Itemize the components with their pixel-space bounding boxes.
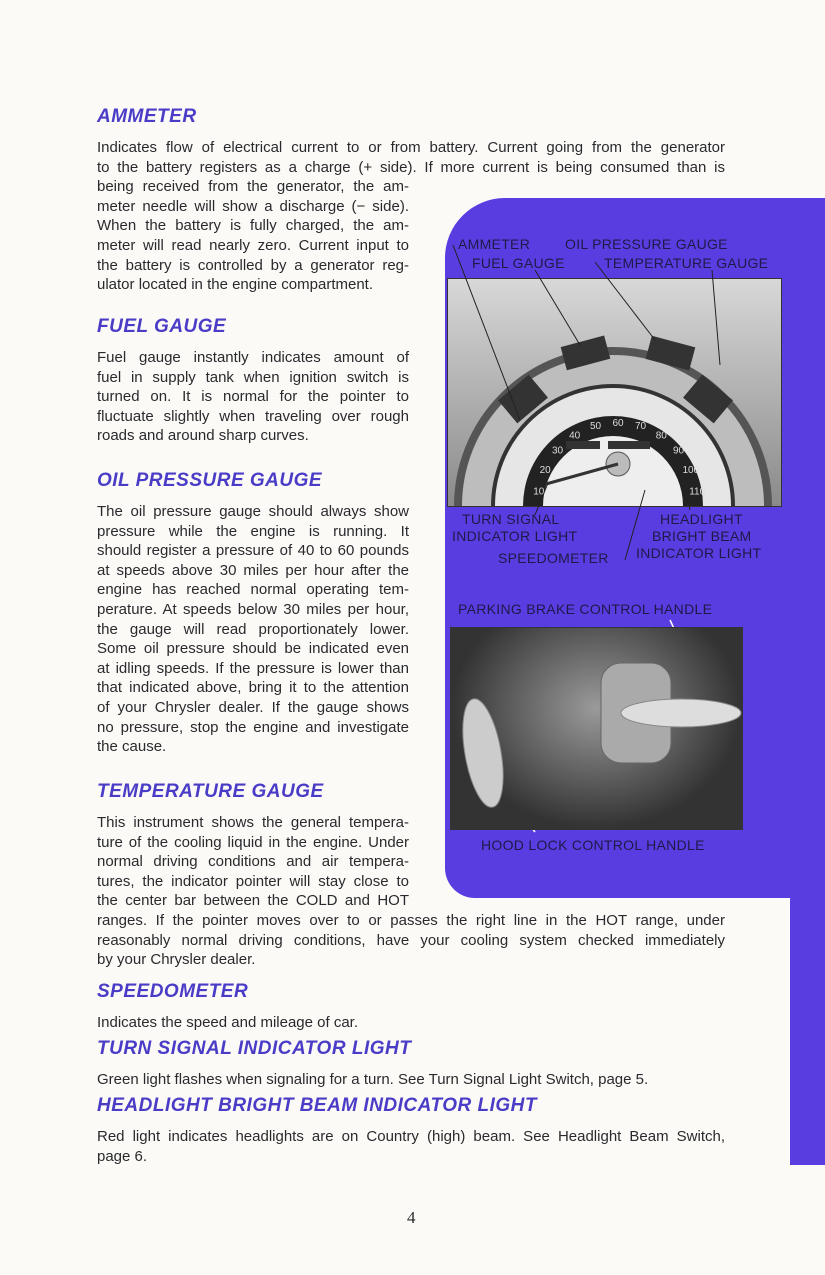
body-text-line: When the battery is fully charged, the am- [97,217,409,235]
body-text-line: Fuel gauge instantly indicates amount of [97,349,409,366]
speed-tick-label: 100 [682,464,700,476]
section-headlight [97,1095,725,1166]
body-text-line: being received from the generator, the am- [97,178,409,196]
body-text-line: at speeds above 30 miles per hour after the [97,561,409,579]
label-turn-signal-1: TURN SIGNAL [462,511,560,527]
body-text-line: reasonably normal driving conditions, have your cooling system checked immediately [97,931,725,949]
body-text-line: Indicates flow of electrical current to or from battery. Current going from the generator [97,139,725,156]
body-text-line: that indicated above, bring it to the attention [97,679,409,697]
label-parking-brake: PARKING BRAKE CONTROL HANDLE [458,601,713,617]
body-text-line: engine has reached normal operating tem- [97,581,409,599]
purple-panel-strip [790,880,825,1165]
label-speedometer: SPEEDOMETER [498,550,609,566]
section-heading: SPEEDOMETER [97,981,249,1002]
body-text-line: of your Chrysler dealer. If the gauge shows [97,698,409,716]
label-hood-lock: HOOD LOCK CONTROL HANDLE [481,837,705,853]
body-text-line: roads and around sharp curves. [97,427,309,445]
body-text-line: at idling speeds. If the pressure is lower than [97,659,409,677]
body-text-line: no pressure, stop the engine and investigate [97,718,409,736]
body-text-line: should register a pressure of 40 to 60 pounds [97,542,409,560]
body-text-line: to the battery registers as a charge (+ side). If more current is being consumed than is [97,158,725,176]
section-speedometer [97,981,725,1033]
body-text-line: Some oil pressure should be indicated even [97,640,409,658]
section-ammeter [97,106,725,295]
section-fuel [97,316,409,446]
body-text-line: ranges. If the pointer moves over to or passes the right line in the HOT range, under [97,911,725,929]
body-text-line: The oil pressure gauge should always show [97,503,409,520]
section-heading: TURN SIGNAL INDICATOR LIGHT [97,1038,412,1059]
speed-tick-label: 60 [612,418,624,429]
label-headlight-3: INDICATOR LIGHT [636,545,762,561]
body-text-line: perature. At speeds below 30 miles per hour, [97,600,409,618]
body-text-line: fuel in supply tank when ignition switch is [97,368,409,386]
section-heading: OIL PRESSURE GAUGE [97,470,323,491]
body-text-line: meter will read nearly zero. Current input to [97,236,409,254]
body-text-line: pressure while the engine is running. It [97,522,409,540]
speed-tick-label: 50 [589,421,602,433]
body-text-line: the gauge will read proportionately lower. [97,620,409,638]
body-text-line: the center bar between the COLD and HOT [97,892,409,910]
label-temperature-gauge: TEMPERATURE GAUGE [604,255,769,271]
page-number: 4 [407,1208,416,1227]
speed-tick-label: 110 [689,486,706,498]
speed-tick-label: 70 [634,421,647,433]
body-text-line: the cause. [97,738,167,756]
section-heading: TEMPERATURE GAUGE [97,781,324,802]
label-headlight-2: BRIGHT BEAM [652,528,752,544]
body-text-line: meter needle will show a discharge (− side). [97,197,409,215]
body-text-line: This instrument shows the general tempera- [97,814,409,831]
speed-tick-label: 20 [539,464,551,476]
body-text-line: ulator located in the engine compartment. [97,276,373,294]
section-oil [97,470,409,757]
section-heading: FUEL GAUGE [97,316,227,337]
speed-tick-label: 30 [551,445,564,457]
body-text-line: tures, the indicator pointer will stay close to [97,872,409,890]
body-text-line: Green light flashes when signaling for a turn. See Turn Signal Light Switch, page 5. [97,1071,649,1088]
section-turn-signal [97,1038,725,1090]
speed-tick-label: 80 [655,430,667,442]
section-heading: AMMETER [97,106,197,127]
speed-tick-label: 90 [672,445,685,457]
body-text-line: the battery is controlled by a generator reg- [97,256,409,274]
body-text-line: Indicates the speed and mileage of car. [97,1014,359,1031]
body-text-line: by your Chrysler dealer. [97,951,256,969]
speed-tick-label: 10 [533,486,545,498]
label-oil-pressure-gauge: OIL PRESSURE GAUGE [565,236,728,252]
body-text-line: normal driving conditions and air tempera- [97,853,409,871]
label-headlight-1: HEADLIGHT [660,511,743,527]
body-text-line: Red light indicates headlights are on Country (high) beam. See Headlight Beam Switch, [97,1128,725,1145]
speed-tick-label: 40 [569,430,581,442]
body-text-line: fluctuate slightly when traveling over rough [97,407,409,425]
label-ammeter: AMMETER [458,236,531,252]
section-heading: HEADLIGHT BRIGHT BEAM INDICATOR LIGHT [97,1095,537,1116]
body-text-line: turned on. It is normal for the pointer to [97,388,409,406]
body-text-line: page 6. [97,1147,148,1165]
body-text-line: ture of the cooling liquid in the engine. Under [97,833,409,851]
label-fuel-gauge: FUEL GAUGE [472,255,565,271]
section-temperature [97,781,725,970]
label-turn-signal-2: INDICATOR LIGHT [452,528,578,544]
